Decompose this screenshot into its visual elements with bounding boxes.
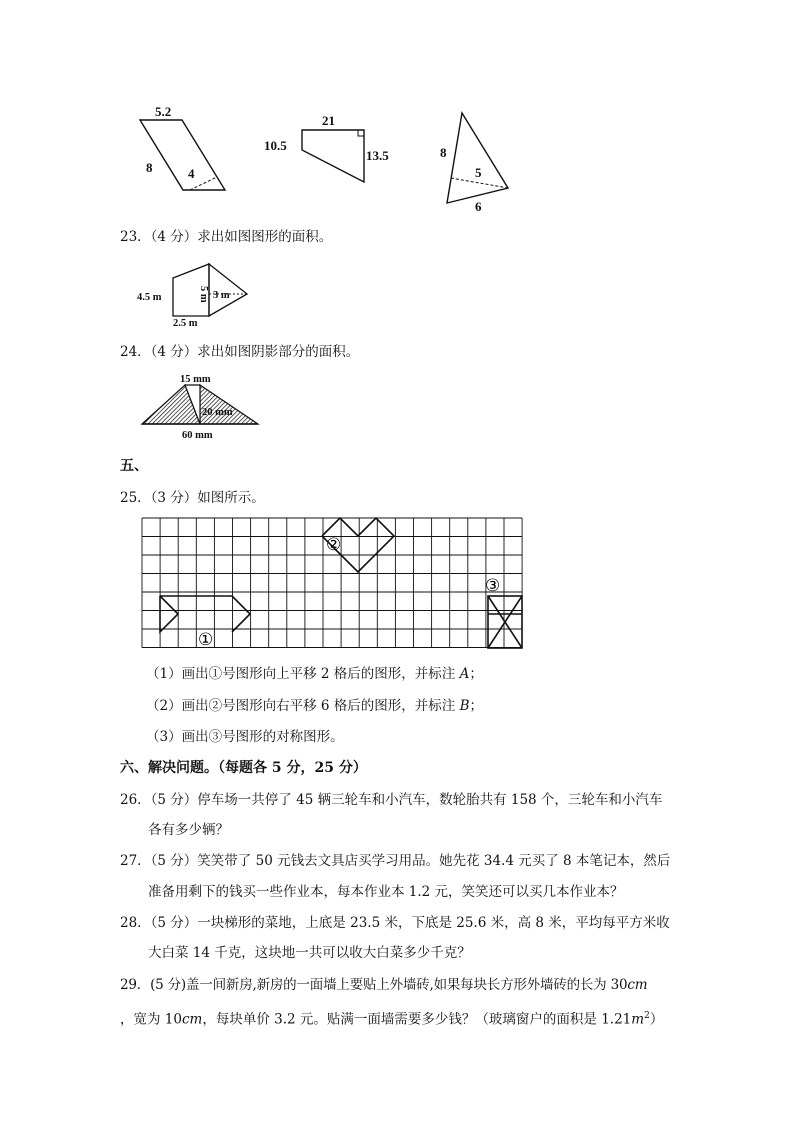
label-height: 20 mm — [202, 407, 233, 418]
question-23: 23．（4 分）求出如图图形的面积。 — [120, 229, 333, 245]
q25-sub2 — [146, 696, 483, 716]
label-tri-height: 3 m — [213, 290, 230, 301]
question-29-line1 — [120, 975, 647, 995]
marker-two: ② — [326, 535, 342, 555]
q29-line2-c: ） — [649, 1011, 664, 1028]
q25-sub1-end: ； — [469, 666, 483, 682]
figure-triangle — [435, 105, 525, 215]
label-top: 15 mm — [180, 374, 211, 385]
q29-unit-cm: cm — [627, 977, 648, 993]
label-base: 2.5 m — [173, 318, 198, 329]
label-height: 4 — [188, 166, 195, 181]
question-27-line2: 准备用剩下的钱买一些作业本，每本作业本 1.2 元，笑笑还可以买几本作业本？ — [148, 884, 624, 900]
question-24: 24．（4 分）求出如图阴影部分的面积。 — [120, 344, 360, 360]
question-27-line1: 27．（5 分）笑笑带了 50 元钱去文具店买学习用品。她先花 34.4 元买了 8 本笔记本，然后 — [120, 853, 671, 869]
grid-figure-q25 — [142, 518, 524, 648]
label-mid-height: 5 m — [198, 286, 209, 303]
label-base: 60 mm — [182, 430, 213, 441]
q25-sub2-text: （2）画出②号图形向右平移 6 格后的图形，并标注 — [146, 698, 460, 714]
question-28-line2: 大白菜 14 千克，这块地一共可以收大白菜多少千克？ — [148, 945, 471, 961]
q29-unit-m: m — [631, 1011, 645, 1028]
marker-three: ③ — [485, 576, 501, 596]
figure-q24-shaded — [140, 372, 260, 442]
label-left-height: 4.5 m — [137, 292, 162, 303]
q25-sub2-end: ； — [469, 698, 483, 714]
question-25: 25．（3 分）如图所示。 — [120, 490, 265, 506]
marker-one: ① — [198, 630, 214, 650]
label-height: 5 — [475, 165, 482, 180]
question-26-line2: 各有多少辆？ — [148, 822, 229, 838]
question-26-line1: 26．（5 分）停车场一共停了 45 辆三轮车和小汽车，数轮胎共有 158 个，三轮车和小汽车 — [120, 792, 663, 808]
label-right: 13.5 — [366, 148, 389, 163]
label-base: 6 — [475, 199, 482, 214]
section-5-title: 五、 — [120, 458, 148, 474]
figure-parallelogram — [130, 100, 240, 200]
q25-sub1-text: （1）画出①号图形向上平移 2 格后的图形，并标注 — [146, 666, 460, 682]
q29-line1-text: 29．(5 分)盖一间新房,新房的一面墙上要贴上外墙砖,如果每块长方形外墙砖的长为 30 — [120, 977, 628, 993]
label-left: 10.5 — [264, 138, 287, 153]
question-28-line1: 28．（5 分）一块梯形的菜地，上底是 23.5 米，下底是 25.6 米，高 8 米，平均每平方米收 — [120, 915, 670, 931]
q29-sup-2: 2 — [644, 1011, 650, 1021]
q29-unit-cm-2: cm — [181, 1011, 203, 1028]
label-top: 5.2 — [155, 104, 172, 119]
q25-sub1 — [146, 664, 483, 684]
question-29-line2 — [120, 1006, 663, 1030]
q25-sub2-var: B — [459, 698, 470, 714]
figure-trapezoid — [262, 110, 392, 200]
q29-line2-b: ，每块单价 3.2 元。贴满一面墙需要多少钱？（玻璃窗户的面积是 1.21 — [202, 1011, 632, 1028]
section-6-title: 六、解决问题。（每题各 5 分，25 分） — [120, 760, 367, 776]
q25-sub3: （3）画出③号图形的对称图形。 — [146, 729, 344, 745]
figure-q23-composite — [135, 258, 255, 330]
label-side: 8 — [440, 145, 447, 160]
q25-sub1-var: A — [459, 666, 470, 682]
label-top: 21 — [322, 113, 335, 128]
q29-line2-a: ，宽为 10 — [120, 1011, 182, 1028]
label-side: 8 — [146, 160, 153, 175]
